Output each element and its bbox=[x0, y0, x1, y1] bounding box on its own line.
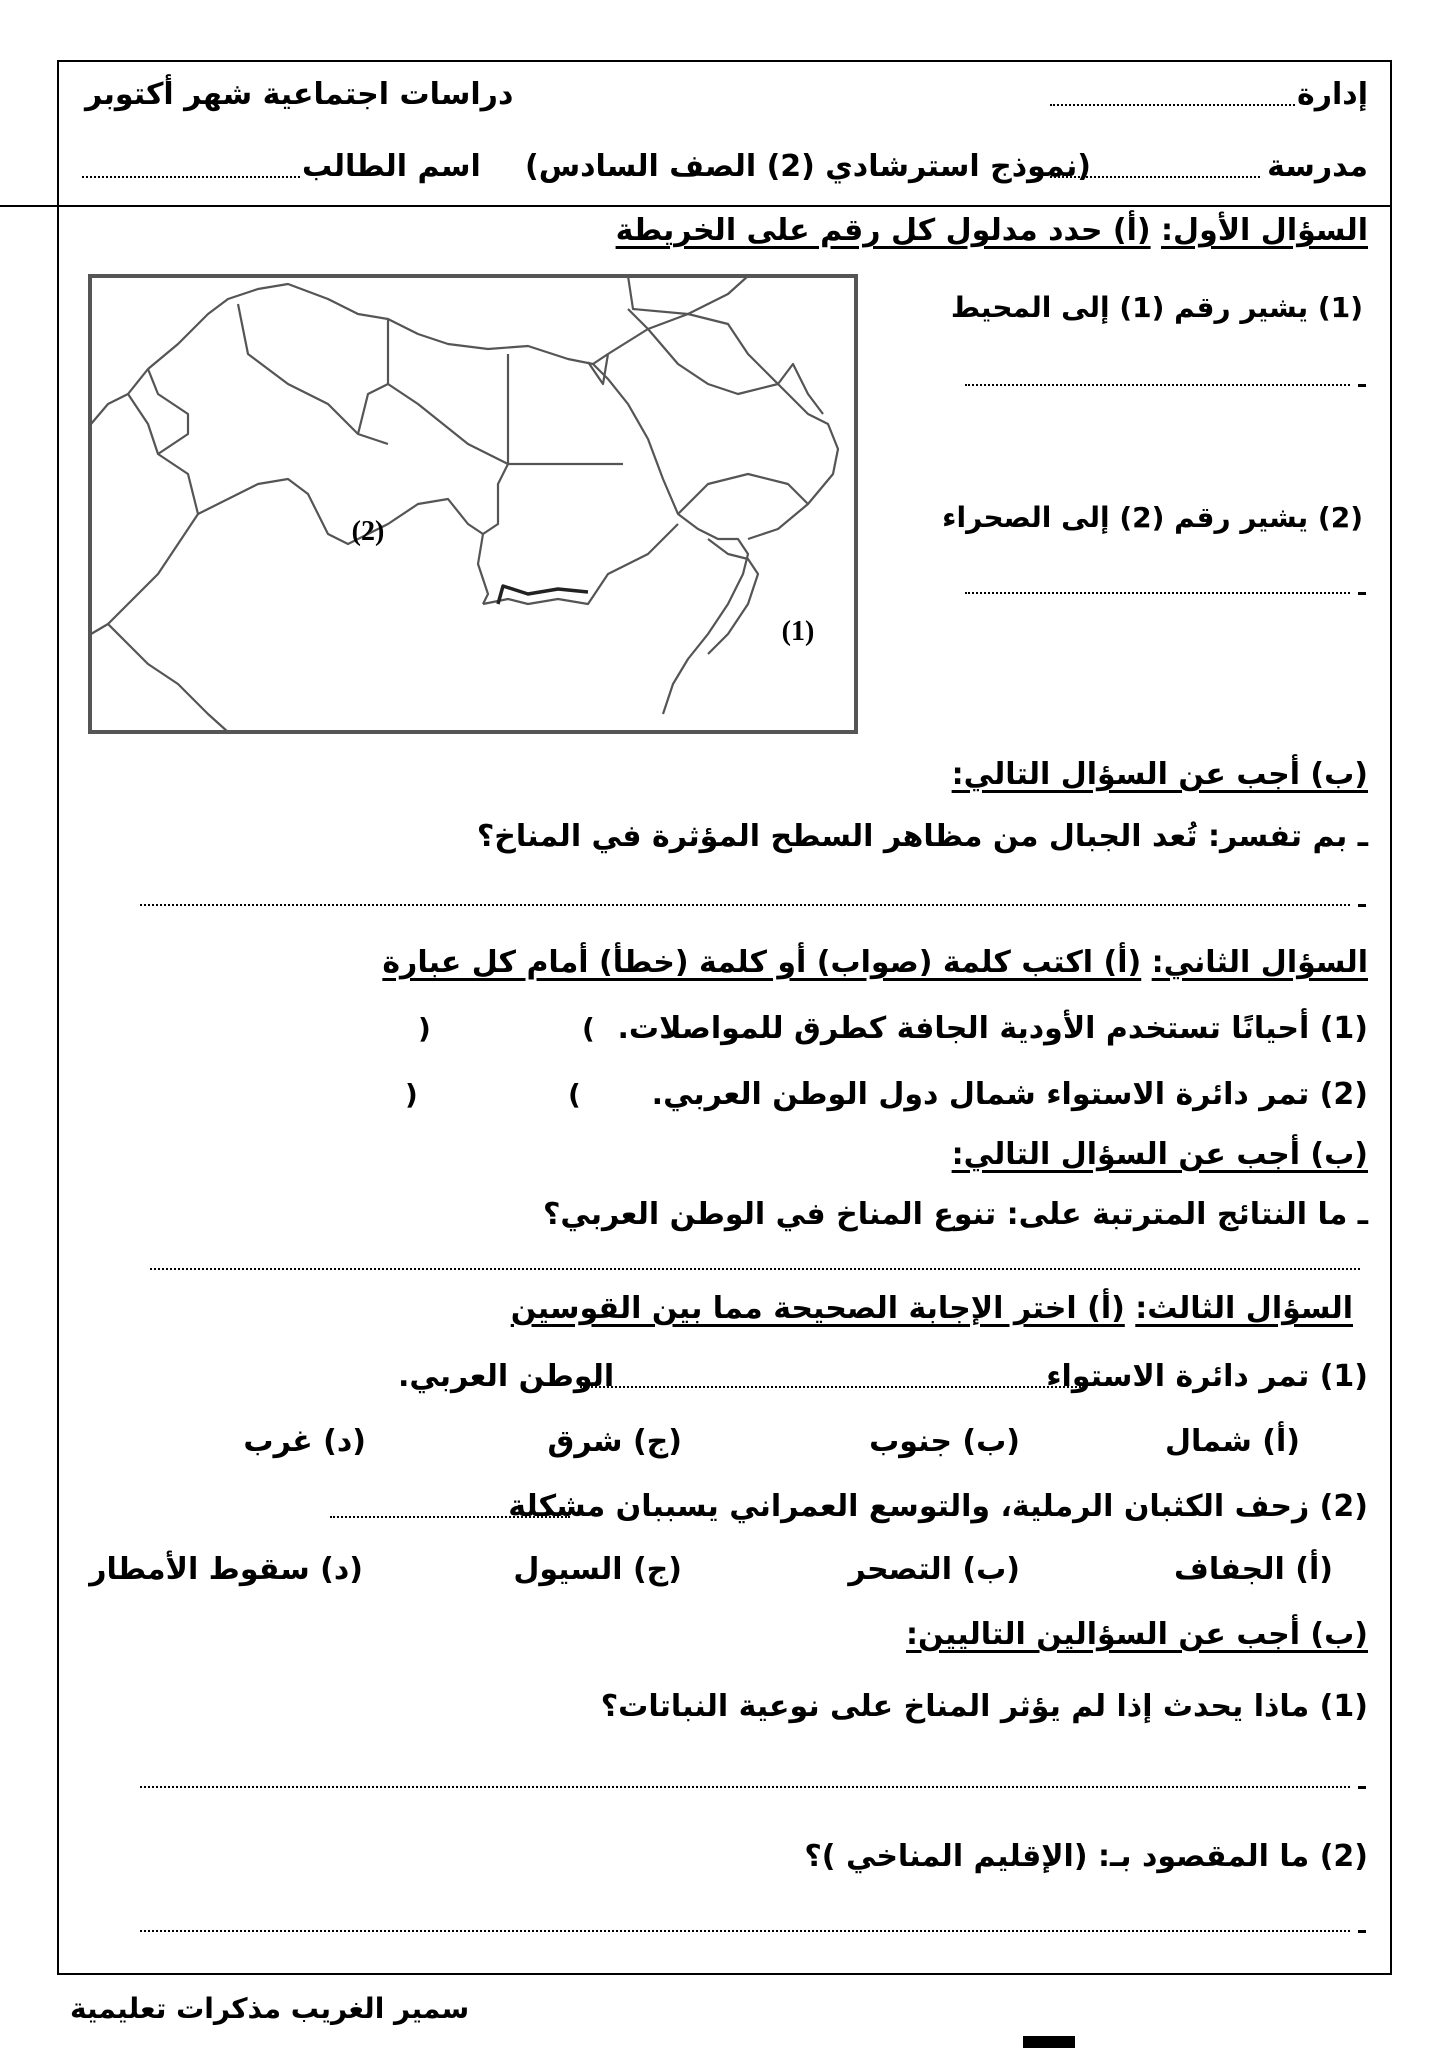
q2-title-text: السؤال الثاني: bbox=[1151, 945, 1368, 980]
q2-item2-paren-open: ( bbox=[568, 1078, 581, 1111]
arab-world-map bbox=[88, 274, 858, 734]
q3-item2-blank[interactable] bbox=[330, 1516, 570, 1518]
q3-part-b-q2: (2) ما المقصود بـ: (الإقليم المناخي )؟ bbox=[804, 1839, 1368, 1874]
q1-title-text: السؤال الأول: bbox=[1161, 213, 1368, 248]
q3-item2-text: (2) زحف الكثبان الرملية، والتوسع العمراني يسببان مشكلة bbox=[508, 1489, 1368, 1524]
q3-item2-option-d[interactable]: (د) سقوط الأمطار bbox=[89, 1552, 363, 1587]
q3-part-b-label: (ب) أجب عن السؤالين التاليين: bbox=[906, 1617, 1368, 1652]
student-label: اسم الطالب bbox=[302, 149, 481, 184]
q1-part-b-label: (ب) أجب عن السؤال التالي: bbox=[951, 757, 1368, 792]
q3-item1-end: الوطن العربي. bbox=[398, 1359, 615, 1394]
q2-item1: (1) أحيانًا تستخدم الأودية الجافة كطرق للمواصلات. bbox=[617, 1011, 1368, 1046]
q3-part-b-q1-dash bbox=[1358, 1786, 1366, 1789]
q3-part-a: (أ) اختر الإجابة الصحيحة مما بين القوسين bbox=[510, 1291, 1125, 1326]
q3-item2-option-b[interactable]: (ب) التصحر bbox=[848, 1552, 1020, 1587]
q2-part-a: (أ) اكتب كلمة (صواب) أو كلمة (خطأ) أمام كل عبارة bbox=[382, 945, 1142, 980]
q3-item1-blank[interactable] bbox=[580, 1386, 1085, 1388]
q2-part-b-answer-line[interactable] bbox=[150, 1268, 1360, 1270]
q3-title-text: السؤال الثالث: bbox=[1135, 1291, 1353, 1326]
q3-item1-option-c[interactable]: (ج) شرق bbox=[547, 1424, 682, 1459]
q1-title bbox=[616, 212, 1368, 250]
q2-item2-answer-box[interactable] bbox=[418, 1078, 566, 1114]
q3-item2-option-c[interactable]: (ج) السيول bbox=[513, 1552, 682, 1587]
q1-item1-dash bbox=[1358, 384, 1366, 387]
page-number-tab bbox=[1023, 2036, 1075, 2048]
q3-item1-option-d[interactable]: (د) غرب bbox=[243, 1424, 366, 1459]
q1-part-b-answer-line[interactable] bbox=[140, 904, 1350, 906]
header-divider bbox=[0, 205, 1392, 207]
q2-item1-paren-open: ( bbox=[582, 1012, 595, 1045]
model-grade: (نموذج استرشادي (2) الصف السادس) bbox=[525, 149, 1092, 184]
q1-part-b-question: ـ بم تفسر: تُعد الجبال من مظاهر السطح المؤثرة في المناخ؟ bbox=[476, 819, 1368, 854]
q1-item2: (2) يشير رقم (2) إلى الصحراء bbox=[942, 501, 1363, 534]
q3-item1-start: (1) تمر دائرة الاستواء bbox=[1046, 1359, 1368, 1394]
footer-author: سمير الغريب مذكرات تعليمية bbox=[70, 1992, 470, 2025]
q2-item2-paren-close: ) bbox=[405, 1078, 418, 1111]
q2-title bbox=[382, 944, 1368, 982]
map-label-1: (1) bbox=[781, 616, 815, 647]
q3-item2-option-a[interactable]: (أ) الجفاف bbox=[1173, 1552, 1333, 1587]
q3-title bbox=[511, 1290, 1353, 1328]
q2-item1-paren-close: ) bbox=[418, 1012, 431, 1045]
q3-part-b-q2-dash bbox=[1358, 1930, 1366, 1933]
q2-part-b-question: ـ ما النتائج المترتبة على: تنوع المناخ في الوطن العربي؟ bbox=[542, 1197, 1368, 1232]
admin-label: إدارة bbox=[1297, 77, 1368, 112]
school-label: مدرسة bbox=[1267, 149, 1368, 184]
q3-part-b-q1: (1) ماذا يحدث إذا لم يؤثر المناخ على نوعية النباتات؟ bbox=[600, 1689, 1368, 1724]
admin-field[interactable] bbox=[1050, 104, 1295, 106]
student-name-field[interactable] bbox=[82, 176, 300, 178]
subject-month: دراسات اجتماعية شهر أكتوبر bbox=[85, 77, 514, 112]
q1-part-b-dash bbox=[1358, 904, 1366, 907]
q1-item2-dash bbox=[1358, 592, 1366, 595]
q1-part-a: (أ) حدد مدلول كل رقم على الخريطة bbox=[615, 213, 1151, 248]
q3-part-b-q1-answer-line[interactable] bbox=[140, 1786, 1350, 1788]
q3-part-b-q2-answer-line[interactable] bbox=[140, 1930, 1350, 1932]
q3-item1-option-b[interactable]: (ب) جنوب bbox=[869, 1424, 1020, 1459]
q2-part-b-label: (ب) أجب عن السؤال التالي: bbox=[951, 1137, 1368, 1172]
q2-item1-answer-box[interactable] bbox=[430, 1012, 580, 1048]
q3-item1-option-a[interactable]: (أ) شمال bbox=[1164, 1424, 1300, 1459]
q1-item1: (1) يشير رقم (1) إلى المحيط bbox=[950, 291, 1363, 324]
q1-answer1-line[interactable] bbox=[965, 384, 1350, 386]
q1-answer2-line[interactable] bbox=[965, 592, 1350, 594]
map-label-2: (2) bbox=[351, 516, 385, 547]
q2-item2: (2) تمر دائرة الاستواء شمال دول الوطن العربي. bbox=[651, 1077, 1368, 1112]
